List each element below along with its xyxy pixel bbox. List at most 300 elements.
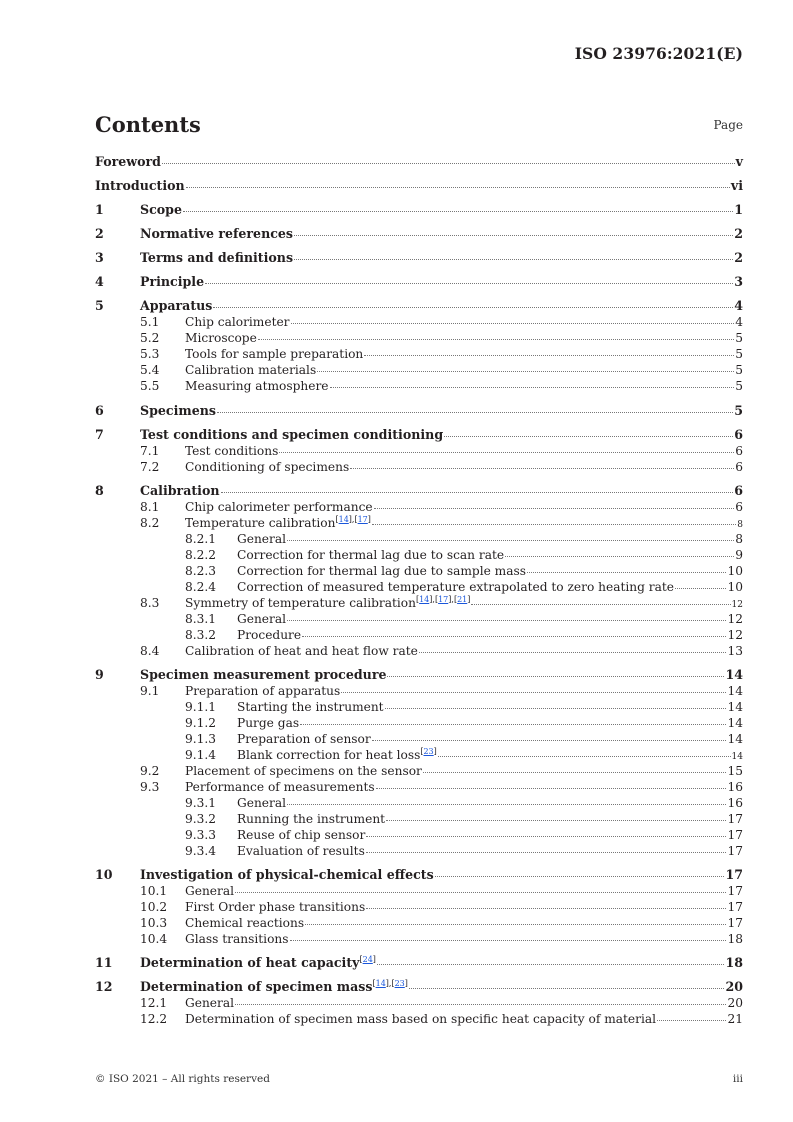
toc-entry-page[interactable]: 12 bbox=[731, 599, 743, 610]
dot-leader bbox=[409, 988, 725, 989]
toc-entry[interactable] bbox=[95, 827, 743, 843]
dot-leader bbox=[372, 740, 727, 741]
toc-entry[interactable] bbox=[95, 346, 743, 362]
toc-entry-label[interactable] bbox=[140, 403, 216, 419]
dot-leader bbox=[300, 724, 726, 725]
toc-entry-label[interactable] bbox=[185, 915, 304, 931]
toc-entry-title[interactable]: Preparation of sensor bbox=[237, 731, 371, 746]
toc-entry-title[interactable]: General bbox=[185, 883, 234, 898]
toc-entry-label[interactable] bbox=[185, 763, 422, 779]
toc-entry-label[interactable] bbox=[185, 346, 363, 362]
toc-entry-title[interactable]: Conditioning of specimens bbox=[185, 459, 350, 474]
toc-entry-number: 9.1.4 bbox=[185, 747, 217, 762]
toc-entry-label[interactable] bbox=[185, 459, 349, 475]
toc-entry-title[interactable]: Blank correction for heat loss bbox=[237, 747, 421, 762]
toc-entry-label[interactable] bbox=[140, 202, 182, 218]
toc-entry-page[interactable]: 17 bbox=[727, 843, 743, 858]
toc-entry-number: 8.2.2 bbox=[185, 547, 217, 562]
toc-entry-label[interactable] bbox=[140, 667, 386, 683]
bibliography-references: [14],[17],[21] bbox=[415, 594, 471, 604]
toc-entry-label[interactable] bbox=[185, 595, 470, 611]
toc-entry-title[interactable]: Calibration materials bbox=[185, 363, 317, 378]
toc-entry[interactable] bbox=[95, 427, 743, 443]
toc-entry-page[interactable]: 10 bbox=[727, 563, 743, 578]
toc-entry-title[interactable]: Evaluation of results bbox=[237, 843, 365, 858]
toc-entry-number: 8.2.4 bbox=[185, 579, 217, 594]
toc-entry-title[interactable]: Foreword bbox=[95, 154, 161, 169]
toc-entry-number: 7.1 bbox=[140, 443, 160, 458]
dot-leader bbox=[385, 708, 727, 709]
toc-entry-title[interactable]: Tools for sample preparation bbox=[185, 347, 364, 362]
toc-entry-label[interactable] bbox=[185, 883, 234, 899]
toc-entry-title[interactable]: First Order phase transitions bbox=[185, 899, 366, 914]
toc-entry[interactable] bbox=[95, 795, 743, 811]
toc-entry-page[interactable]: 17 bbox=[727, 811, 743, 826]
toc-entry-number: 9.3 bbox=[140, 779, 160, 794]
toc-entry[interactable] bbox=[95, 731, 743, 747]
dot-leader bbox=[235, 1004, 726, 1005]
toc-entry-title[interactable]: General bbox=[237, 531, 286, 546]
toc-entry-number: 6 bbox=[95, 402, 104, 418]
toc-entry[interactable] bbox=[95, 579, 743, 595]
dot-leader bbox=[657, 1020, 726, 1021]
toc-entry-title[interactable]: Apparatus bbox=[140, 298, 213, 314]
toc-entry-label[interactable] bbox=[237, 747, 437, 763]
page-column-label: Page bbox=[713, 118, 743, 132]
toc-entry-number: 8.2.1 bbox=[185, 531, 217, 546]
toc-entry-page[interactable]: v bbox=[735, 154, 743, 169]
toc-entry[interactable] bbox=[95, 763, 743, 779]
toc-entry-title[interactable]: Chemical reactions bbox=[185, 915, 305, 930]
toc-entry-title[interactable]: Chip calorimeter performance bbox=[185, 499, 373, 514]
dot-leader bbox=[366, 852, 727, 853]
toc-entry-label[interactable] bbox=[237, 579, 674, 595]
dot-leader bbox=[217, 412, 733, 413]
toc-entry-number: 9.1.3 bbox=[185, 731, 217, 746]
toc-entry-page[interactable]: 17 bbox=[727, 899, 743, 914]
toc-entry-page[interactable]: 2 bbox=[734, 226, 743, 242]
toc-entry-page[interactable]: 9 bbox=[735, 547, 743, 562]
toc-entry-page[interactable]: 16 bbox=[727, 795, 743, 810]
toc-entry-number: 9.1 bbox=[140, 683, 160, 698]
toc-entry-label[interactable] bbox=[185, 1011, 656, 1027]
toc-entry-number: 3 bbox=[95, 250, 104, 266]
toc-entry-label[interactable] bbox=[185, 779, 375, 795]
toc-entry-page[interactable]: 6 bbox=[735, 459, 743, 474]
dot-leader bbox=[213, 307, 733, 308]
toc-entry-number: 12.2 bbox=[140, 1012, 168, 1027]
toc-entry-number: 1 bbox=[95, 202, 104, 218]
toc-entry-number: 8.3 bbox=[140, 595, 160, 610]
toc-entry-label[interactable] bbox=[185, 643, 418, 659]
dot-leader bbox=[471, 604, 730, 605]
toc-entry-number: 8.1 bbox=[140, 499, 160, 514]
toc-entry-label[interactable] bbox=[237, 611, 286, 627]
toc-entry-label[interactable] bbox=[185, 683, 340, 699]
dot-leader bbox=[435, 876, 725, 877]
toc-entry-title[interactable]: General bbox=[185, 996, 234, 1011]
toc-entry-title[interactable]: Calibration of heat and heat flow rate bbox=[185, 643, 418, 658]
toc-entry-label[interactable] bbox=[140, 955, 376, 971]
toc-entry-page[interactable]: 3 bbox=[734, 274, 743, 290]
dot-leader bbox=[675, 588, 726, 589]
toc-entry-page[interactable]: 12 bbox=[727, 611, 743, 626]
toc-entry-number: 10 bbox=[95, 866, 113, 882]
toc-entry[interactable] bbox=[95, 747, 743, 763]
reference-link[interactable]: 14 bbox=[338, 514, 349, 524]
dot-leader bbox=[221, 492, 734, 493]
dot-leader bbox=[183, 211, 733, 212]
toc-entry-label[interactable] bbox=[185, 362, 316, 378]
bibliography-references: [14],[23] bbox=[372, 979, 408, 989]
table-of-contents bbox=[95, 154, 743, 1027]
toc-entry-label[interactable] bbox=[95, 178, 185, 194]
toc-entry-page[interactable]: 20 bbox=[727, 996, 743, 1011]
toc-entry-page[interactable]: 5 bbox=[735, 347, 743, 362]
reference-link[interactable]: 17 bbox=[357, 514, 368, 524]
toc-entry-title[interactable]: Performance of measurements bbox=[185, 779, 375, 794]
toc-entry-page[interactable]: 14 bbox=[727, 699, 743, 714]
toc-entry-label[interactable] bbox=[237, 843, 365, 859]
toc-entry-number: 5.4 bbox=[140, 363, 160, 378]
dot-leader bbox=[505, 556, 734, 557]
toc-entry-label[interactable] bbox=[185, 443, 278, 459]
toc-entry-number: 9.3.4 bbox=[185, 843, 217, 858]
toc-entry-page[interactable]: 14 bbox=[727, 731, 743, 746]
toc-entry-page[interactable]: 8 bbox=[735, 531, 743, 546]
dot-leader bbox=[341, 692, 726, 693]
toc-entry-label[interactable] bbox=[185, 899, 365, 915]
toc-entry-title[interactable]: Specimens bbox=[140, 402, 216, 418]
toc-entry-title[interactable]: Test conditions bbox=[185, 443, 279, 458]
toc-entry-page[interactable]: 18 bbox=[727, 931, 743, 946]
toc-entry-page[interactable]: 17 bbox=[725, 866, 743, 882]
toc-entry-number: 8.3.1 bbox=[185, 611, 217, 626]
dot-leader bbox=[387, 676, 724, 677]
toc-entry-label[interactable] bbox=[185, 515, 371, 531]
toc-entry[interactable] bbox=[95, 531, 743, 547]
dot-leader bbox=[287, 620, 726, 621]
toc-entry-number: 7 bbox=[95, 426, 104, 442]
toc-entry-page[interactable]: vi bbox=[730, 178, 743, 193]
toc-entry-title[interactable]: Specimen measurement procedure bbox=[140, 666, 387, 682]
toc-entry-page[interactable]: 6 bbox=[735, 443, 743, 458]
toc-entry-number: 5.3 bbox=[140, 347, 160, 362]
toc-entry[interactable] bbox=[95, 699, 743, 715]
toc-entry-page[interactable]: 17 bbox=[727, 827, 743, 842]
dot-leader bbox=[162, 163, 735, 164]
toc-entry-label[interactable] bbox=[140, 226, 293, 242]
reference-link[interactable]: 23 bbox=[423, 746, 434, 756]
toc-entry-title[interactable]: Temperature calibration bbox=[185, 515, 336, 530]
toc-entry-label[interactable] bbox=[140, 274, 204, 290]
reference-link[interactable]: 17 bbox=[438, 594, 449, 604]
toc-entry-title[interactable]: Principle bbox=[140, 274, 205, 290]
toc-entry-label[interactable] bbox=[237, 563, 526, 579]
toc-entry[interactable] bbox=[95, 715, 743, 731]
page-footer bbox=[95, 1073, 743, 1085]
toc-entry[interactable] bbox=[95, 274, 743, 290]
toc-entry-label[interactable] bbox=[237, 627, 301, 643]
toc-entry-number: 9 bbox=[95, 666, 104, 682]
toc-entry-page[interactable]: 20 bbox=[725, 979, 743, 995]
toc-entry-number: 4 bbox=[95, 274, 104, 290]
toc-entry[interactable] bbox=[95, 867, 743, 883]
reference-link[interactable]: 14 bbox=[419, 594, 430, 604]
toc-entry-number: 8.4 bbox=[140, 643, 160, 658]
toc-entry-title[interactable]: Chip calorimeter bbox=[185, 315, 290, 330]
toc-entry-page[interactable]: 13 bbox=[727, 643, 743, 658]
dot-leader bbox=[419, 652, 727, 653]
toc-entry-title[interactable]: Correction of measured temperature extrapolated to zero heating rate bbox=[237, 579, 675, 594]
toc-entry[interactable] bbox=[95, 995, 743, 1011]
toc-entry[interactable] bbox=[95, 899, 743, 915]
toc-entry-label[interactable] bbox=[237, 699, 384, 715]
toc-entry[interactable] bbox=[95, 298, 743, 314]
toc-entry-page[interactable]: 5 bbox=[734, 402, 743, 418]
dot-leader bbox=[317, 371, 734, 372]
toc-entry-title[interactable]: Preparation of apparatus bbox=[185, 683, 341, 698]
toc-entry-label[interactable] bbox=[185, 995, 234, 1011]
dot-leader bbox=[287, 804, 726, 805]
toc-entry-label[interactable] bbox=[140, 250, 293, 266]
toc-entry[interactable] bbox=[95, 843, 743, 859]
page-number: iii bbox=[732, 1073, 743, 1085]
toc-entry-page[interactable]: 6 bbox=[734, 426, 743, 442]
toc-entry[interactable] bbox=[95, 915, 743, 931]
toc-entry-number: 5.5 bbox=[140, 379, 160, 394]
toc-entry-title[interactable]: Scope bbox=[140, 202, 182, 218]
toc-entry[interactable] bbox=[95, 459, 743, 475]
toc-entry[interactable] bbox=[95, 547, 743, 563]
toc-entry-page[interactable]: 2 bbox=[734, 250, 743, 266]
toc-entry-number: 8.2 bbox=[140, 515, 160, 530]
dot-leader bbox=[279, 452, 734, 453]
dot-leader bbox=[376, 788, 727, 789]
toc-entry-label[interactable] bbox=[140, 867, 434, 883]
page-title: Contents bbox=[95, 112, 201, 137]
toc-entry-title[interactable]: Glass transitions bbox=[185, 931, 289, 946]
dot-leader bbox=[291, 323, 735, 324]
toc-entry-title[interactable]: Introduction bbox=[95, 178, 185, 193]
toc-entry-label[interactable] bbox=[185, 314, 290, 330]
toc-entry-title[interactable]: Measuring atmosphere bbox=[185, 379, 329, 394]
toc-entry-label[interactable] bbox=[237, 531, 286, 547]
toc-entry-title[interactable]: Reuse of chip sensor bbox=[237, 827, 366, 842]
toc-entry-label[interactable] bbox=[185, 499, 373, 515]
toc-entry-page[interactable]: 4 bbox=[734, 298, 743, 314]
toc-entry-title[interactable]: Correction for thermal lag due to scan rate bbox=[237, 547, 505, 562]
toc-entry-number: 8.2.3 bbox=[185, 563, 217, 578]
toc-entry-title[interactable]: Symmetry of temperature calibration bbox=[185, 595, 416, 610]
copyright-notice: © ISO 2021 – All rights reserved bbox=[95, 1073, 270, 1085]
toc-entry[interactable] bbox=[95, 202, 743, 218]
toc-entry[interactable] bbox=[95, 403, 743, 419]
toc-entry-page[interactable]: 14 bbox=[727, 715, 743, 730]
toc-entry-page[interactable]: 1 bbox=[734, 202, 743, 218]
toc-entry[interactable] bbox=[95, 683, 743, 699]
toc-entry-title[interactable]: Test conditions and specimen conditioning bbox=[140, 426, 444, 442]
bibliography-references: [23] bbox=[420, 746, 437, 756]
toc-entry-page[interactable]: 10 bbox=[727, 579, 743, 594]
toc-entry-title[interactable]: Determination of specimen mass bbox=[140, 979, 373, 995]
dot-leader bbox=[305, 924, 726, 925]
dot-leader bbox=[294, 259, 733, 260]
toc-entry-number: 5.1 bbox=[140, 315, 160, 330]
toc-entry[interactable] bbox=[95, 563, 743, 579]
reference-link[interactable]: 23 bbox=[394, 979, 405, 989]
toc-entry-label[interactable] bbox=[237, 827, 365, 843]
toc-entry-title[interactable]: Terms and definitions bbox=[140, 250, 294, 266]
toc-entry-title[interactable]: Determination of specimen mass based on specific heat capacity of material bbox=[185, 1012, 657, 1027]
toc-entry[interactable] bbox=[95, 595, 743, 611]
toc-entry-number: 9.3.1 bbox=[185, 795, 217, 810]
toc-entry-title[interactable]: Starting the instrument bbox=[237, 699, 384, 714]
toc-entry-page[interactable]: 17 bbox=[727, 915, 743, 930]
toc-entry[interactable] bbox=[95, 931, 743, 947]
toc-entry-title[interactable]: General bbox=[237, 611, 286, 626]
toc-entry-title[interactable]: Placement of specimens on the sensor bbox=[185, 763, 422, 778]
toc-entry-page[interactable]: 15 bbox=[727, 763, 743, 778]
toc-entry-page[interactable]: 5 bbox=[735, 363, 743, 378]
dot-leader bbox=[290, 940, 727, 941]
toc-entry-title[interactable]: General bbox=[237, 795, 286, 810]
toc-entry-number: 8 bbox=[95, 482, 104, 498]
toc-entry-number: 7.2 bbox=[140, 459, 160, 474]
toc-entry-page[interactable]: 4 bbox=[735, 315, 743, 330]
toc-entry-page[interactable]: 6 bbox=[734, 482, 743, 498]
toc-entry-page[interactable]: 5 bbox=[735, 379, 743, 394]
dot-leader bbox=[302, 636, 726, 637]
toc-entry-number: 5 bbox=[95, 298, 104, 314]
dot-leader bbox=[330, 387, 735, 388]
dot-leader bbox=[366, 908, 726, 909]
toc-entry-title[interactable]: Procedure bbox=[237, 627, 302, 642]
toc-entry-title[interactable]: Purge gas bbox=[237, 715, 300, 730]
bibliography-references: [14],[17] bbox=[335, 514, 371, 524]
dot-leader bbox=[366, 836, 726, 837]
toc-entry-page[interactable]: 16 bbox=[727, 779, 743, 794]
toc-entry-page[interactable]: 21 bbox=[727, 1012, 743, 1027]
toc-entry[interactable] bbox=[95, 499, 743, 515]
toc-entry[interactable] bbox=[95, 627, 743, 643]
toc-entry[interactable] bbox=[95, 226, 743, 242]
toc-entry-label[interactable] bbox=[185, 931, 289, 947]
toc-entry-number: 10.3 bbox=[140, 915, 168, 930]
toc-entry-number: 10.4 bbox=[140, 931, 168, 946]
reference-link[interactable]: 24 bbox=[362, 955, 373, 965]
toc-entry[interactable] bbox=[95, 611, 743, 627]
toc-entry-number: 8.3.2 bbox=[185, 627, 217, 642]
dot-leader bbox=[287, 540, 734, 541]
toc-entry-number: 9.3.3 bbox=[185, 827, 217, 842]
dot-leader bbox=[423, 772, 727, 773]
toc-entry-number: 5.2 bbox=[140, 331, 160, 346]
dot-leader bbox=[386, 820, 726, 821]
toc-entry-page[interactable]: 5 bbox=[735, 331, 743, 346]
toc-entry-page[interactable]: 8 bbox=[737, 519, 743, 530]
toc-entry-label[interactable] bbox=[185, 378, 329, 394]
toc-entry-title[interactable]: Determination of heat capacity bbox=[140, 955, 360, 971]
toc-entry[interactable] bbox=[95, 955, 743, 971]
toc-entry-page[interactable]: 12 bbox=[727, 627, 743, 642]
dot-leader bbox=[258, 339, 734, 340]
toc-entry-number: 9.1.1 bbox=[185, 699, 217, 714]
dot-leader bbox=[444, 436, 733, 437]
toc-entry[interactable] bbox=[95, 483, 743, 499]
toc-entry-page[interactable]: 18 bbox=[725, 955, 743, 971]
dot-leader bbox=[438, 756, 731, 757]
toc-entry-label[interactable] bbox=[237, 811, 385, 827]
toc-entry[interactable] bbox=[95, 250, 743, 266]
toc-entry-label[interactable] bbox=[237, 795, 286, 811]
dot-leader bbox=[377, 964, 725, 965]
toc-entry-title[interactable]: Calibration bbox=[140, 482, 220, 498]
dot-leader bbox=[527, 572, 726, 573]
toc-entry-label[interactable] bbox=[237, 715, 299, 731]
toc-entry-label[interactable] bbox=[140, 298, 212, 314]
toc-entry-label[interactable] bbox=[237, 547, 504, 563]
toc-entry[interactable] bbox=[95, 811, 743, 827]
toc-entry[interactable] bbox=[95, 154, 743, 170]
toc-entry[interactable] bbox=[95, 643, 743, 659]
toc-entry-page[interactable]: 14 bbox=[731, 751, 743, 762]
toc-entry-page[interactable]: 14 bbox=[725, 666, 743, 682]
toc-entry-page[interactable]: 17 bbox=[727, 883, 743, 898]
toc-entry-label[interactable] bbox=[237, 731, 371, 747]
toc-entry[interactable] bbox=[95, 378, 743, 394]
toc-entry-label[interactable] bbox=[140, 427, 443, 443]
toc-entry-number: 9.3.2 bbox=[185, 811, 217, 826]
dot-leader bbox=[235, 892, 726, 893]
toc-entry[interactable] bbox=[95, 1011, 743, 1027]
toc-entry[interactable] bbox=[95, 178, 743, 194]
toc-entry-page[interactable]: 6 bbox=[735, 499, 743, 514]
toc-entry[interactable] bbox=[95, 979, 743, 995]
toc-entry-page[interactable]: 14 bbox=[727, 683, 743, 698]
toc-entry-label[interactable] bbox=[95, 154, 161, 170]
toc-entry-number: 12 bbox=[95, 979, 113, 995]
dot-leader bbox=[294, 235, 733, 236]
toc-entry-label[interactable] bbox=[140, 979, 408, 995]
document-id-header: ISO 23976:2021(E) bbox=[574, 44, 743, 63]
toc-entry[interactable] bbox=[95, 330, 743, 346]
toc-entry-number: 2 bbox=[95, 226, 104, 242]
reference-link[interactable]: 14 bbox=[375, 979, 386, 989]
toc-entry-number: 10.2 bbox=[140, 899, 168, 914]
toc-entry-label[interactable] bbox=[140, 483, 220, 499]
dot-leader bbox=[364, 355, 734, 356]
toc-entry-title[interactable]: Investigation of physical-chemical effects bbox=[140, 866, 434, 882]
toc-entry[interactable] bbox=[95, 779, 743, 795]
dot-leader bbox=[374, 508, 735, 509]
toc-entry-label[interactable] bbox=[185, 330, 257, 346]
toc-entry[interactable] bbox=[95, 314, 743, 330]
toc-entry-title[interactable]: Normative references bbox=[140, 226, 294, 242]
toc-entry[interactable] bbox=[95, 515, 743, 531]
toc-entry[interactable] bbox=[95, 443, 743, 459]
toc-entry[interactable] bbox=[95, 883, 743, 899]
dot-leader bbox=[350, 468, 734, 469]
toc-entry-title[interactable]: Correction for thermal lag due to sample mass bbox=[237, 563, 527, 578]
toc-entry[interactable] bbox=[95, 667, 743, 683]
toc-entry-number: 9.2 bbox=[140, 763, 160, 778]
toc-entry[interactable] bbox=[95, 362, 743, 378]
toc-entry-number: 12.1 bbox=[140, 996, 168, 1011]
reference-link[interactable]: 21 bbox=[457, 594, 468, 604]
toc-entry-title[interactable]: Microscope bbox=[185, 331, 257, 346]
toc-entry-title[interactable]: Running the instrument bbox=[237, 811, 386, 826]
